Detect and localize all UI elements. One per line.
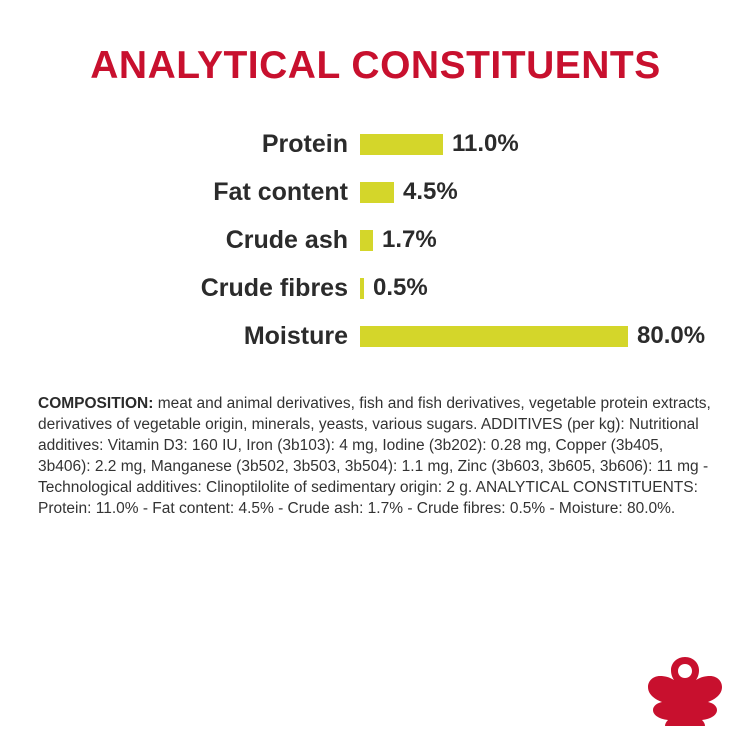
- chart-row: [0, 312, 751, 360]
- chart-bar: [360, 182, 394, 203]
- chart-row-label: Fat content: [213, 177, 348, 206]
- chart-row: [0, 216, 751, 264]
- chart-bar-value: 4.5%: [403, 178, 458, 205]
- chart-row-label: Crude ash: [225, 225, 348, 254]
- analytical-constituents-chart: [0, 120, 751, 360]
- chart-bar: [360, 230, 373, 251]
- chart-row-bar-wrap: [360, 274, 751, 302]
- chart-row: [0, 168, 751, 216]
- chart-row-label: Protein: [261, 129, 348, 158]
- chart-row-bar-wrap: [360, 178, 751, 206]
- chart-row: [0, 120, 751, 168]
- page-title: ANALYTICAL CONSTITUENTS: [90, 44, 661, 87]
- chart-bar-value: 11.0%: [452, 130, 519, 157]
- composition-text: meat and animal derivatives, fish and fish derivatives, vegetable protein extracts, derivatives of vegetable origin, minerals, yeasts, various sugars. ADDITIVES (per kg): Nutritional additives: Vitamin D3: 160 IU, Iron (3b103): 4 mg, Iodine (3b202): 0.28 mg, Copper (3b405, 3b406): 2.2 mg, Manganese (3b502, 3b503, 3b504): 1.1 mg, Zinc (3b603, 3b605, 3b606): 11 mg - Technological additives: Clinoptilolite of sedimentary origin: 2 g. ANALYTICAL CONSTITUENTS: Protein: 11.0% - Fat content: 4.5% - Crude ash: 1.7% - Crude fibres: 0.5% - Moisture: 80.0%.: [38, 395, 711, 517]
- chart-bar-value: 1.7%: [382, 226, 437, 253]
- chart-bar: [360, 134, 443, 155]
- chart-row-bar-wrap: [360, 130, 751, 158]
- chart-bar: [360, 326, 628, 347]
- chart-row-label: Crude fibres: [200, 273, 348, 302]
- royal-canin-crown-logo: [647, 655, 723, 729]
- chart-bar-value: 80.0%: [637, 322, 706, 349]
- chart-bar: [360, 278, 364, 299]
- composition-paragraph: [38, 394, 714, 520]
- chart-row-bar-wrap: [360, 322, 751, 350]
- chart-row-label: Moisture: [243, 321, 348, 350]
- chart-bar-value: 0.5%: [373, 274, 428, 301]
- chart-row: [0, 264, 751, 312]
- composition-heading: COMPOSITION:: [38, 395, 154, 412]
- chart-row-bar-wrap: [360, 226, 751, 254]
